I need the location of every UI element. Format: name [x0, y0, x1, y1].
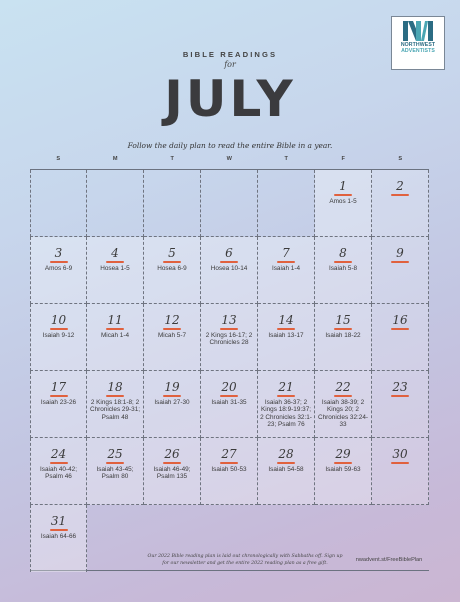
- day-underline: [220, 462, 238, 464]
- calendar-day-cell: [87, 438, 144, 505]
- day-number: 13: [221, 313, 237, 327]
- day-reading: 2 Kings 18:1-8; 2 Chronicles 29-31; Psalm 48: [89, 399, 141, 421]
- logo-line-1: NORTHWEST: [400, 42, 436, 48]
- day-number: 30: [392, 447, 408, 461]
- weekday-sunday: S: [56, 156, 61, 162]
- calendar-day-cell: [144, 371, 201, 438]
- day-reading: Hosea 6-9: [157, 265, 187, 272]
- day-underline: [334, 194, 352, 196]
- day-reading: Amos 6-9: [44, 265, 73, 272]
- footer-note: Our 2022 Bible reading plan is laid out chronologically with Sabbaths off. Sign up for our newsletter and get the entire 2022 reading plan as a free gift.: [147, 554, 343, 566]
- weekday-wednesday: W: [226, 156, 233, 162]
- calendar-day-cell: [372, 237, 429, 304]
- day-underline: [220, 395, 238, 397]
- calendar-day-cell: [315, 371, 372, 438]
- day-reading: Isaiah 5-8: [328, 265, 358, 272]
- day-reading: Isaiah 38-39; 2 Kings 20; 2 Chronicles 32:24-33: [317, 399, 369, 429]
- day-reading: Micah 5-7: [157, 332, 187, 339]
- day-underline: [391, 462, 409, 464]
- calendar-day-cell: [144, 304, 201, 371]
- day-number: 18: [107, 380, 123, 394]
- day-number: 1: [339, 179, 347, 193]
- day-underline: [277, 462, 295, 464]
- day-underline: [50, 328, 68, 330]
- day-number: 17: [50, 380, 67, 394]
- day-underline: [391, 261, 409, 263]
- day-underline: [106, 261, 124, 263]
- day-reading: Isaiah 46-49; Psalm 135: [153, 466, 191, 481]
- day-underline: [163, 261, 181, 263]
- empty-calendar-cell: [30, 170, 87, 237]
- day-underline: [277, 328, 295, 330]
- day-underline: [163, 328, 181, 330]
- day-reading: Isaiah 31-35: [211, 399, 247, 406]
- day-number: 28: [278, 447, 294, 461]
- calendar-day-cell: [315, 304, 372, 371]
- day-reading: Isaiah 13-17: [268, 332, 304, 339]
- plan-subtitle: Follow the daily plan to read the entire Bible in a year.: [127, 141, 333, 150]
- header-kicker: BIBLE READINGS: [182, 50, 278, 59]
- day-underline: [334, 261, 352, 263]
- day-number: 5: [168, 246, 176, 260]
- day-underline: [50, 462, 68, 464]
- day-underline: [50, 395, 68, 397]
- footer-link[interactable]: nwadvent.st/FreeBiblePlan: [355, 557, 423, 563]
- weekday-tuesday: T: [170, 156, 175, 162]
- day-reading: Micah 1-4: [100, 332, 130, 339]
- calendar-day-cell: [30, 371, 87, 438]
- calendar-day-cell: [87, 371, 144, 438]
- day-reading: Isaiah 40-42; Psalm 46: [40, 466, 77, 481]
- weekday-header: [30, 156, 429, 166]
- day-number: 8: [339, 246, 347, 260]
- day-number: 2: [396, 179, 404, 193]
- day-underline: [391, 328, 409, 330]
- day-number: 20: [221, 380, 237, 394]
- day-number: 25: [107, 447, 123, 461]
- calendar-day-cell: [30, 304, 87, 371]
- day-number: 29: [335, 447, 351, 461]
- month-title: JULY: [164, 70, 296, 128]
- calendar-day-cell: [87, 304, 144, 371]
- day-underline: [106, 462, 124, 464]
- calendar-day-cell: [372, 304, 429, 371]
- day-number: 22: [335, 380, 351, 394]
- day-reading: Isaiah 1-4: [271, 265, 301, 272]
- day-reading: Isaiah 59-63: [325, 466, 361, 473]
- day-reading: Isaiah 50-53: [211, 466, 247, 473]
- calendar-day-cell: [30, 237, 87, 304]
- calendar-grid: [30, 169, 429, 571]
- day-reading: Hosea 10-14: [210, 265, 248, 272]
- calendar-day-cell: [144, 438, 201, 505]
- day-number: 24: [50, 447, 67, 461]
- header-for: for: [224, 60, 236, 69]
- day-underline: [334, 328, 352, 330]
- day-number: 11: [107, 313, 123, 327]
- day-number: 19: [164, 380, 180, 394]
- calendar-day-cell: [372, 438, 429, 505]
- calendar-day-cell: [30, 438, 87, 505]
- day-underline: [220, 328, 238, 330]
- day-underline: [50, 529, 68, 531]
- calendar-day-cell: [315, 237, 372, 304]
- day-number: 31: [50, 514, 67, 528]
- day-underline: [50, 261, 68, 263]
- day-underline: [391, 194, 409, 196]
- empty-calendar-cell: [144, 170, 201, 237]
- calendar-day-cell: [372, 371, 429, 438]
- calendar-day-cell: [258, 371, 315, 438]
- day-underline: [106, 395, 124, 397]
- weekday-saturday: S: [398, 156, 403, 162]
- calendar-day-cell: [315, 438, 372, 505]
- day-number: 3: [54, 246, 63, 260]
- day-underline: [106, 328, 124, 330]
- calendar-day-cell: [258, 438, 315, 505]
- day-reading: 2 Kings 16-17; 2 Chronicles 28: [205, 332, 253, 347]
- calendar-day-cell: [258, 237, 315, 304]
- day-number: 16: [392, 313, 408, 327]
- day-reading: Isaiah 27-30: [154, 399, 190, 406]
- day-reading: Isaiah 54-58: [268, 466, 304, 473]
- day-reading: Hosea 1-5: [100, 265, 130, 272]
- calendar-day-cell: [201, 371, 258, 438]
- day-reading: Amos 1-5: [329, 198, 357, 205]
- weekday-thursday: T: [284, 156, 289, 162]
- calendar-day-cell: [201, 237, 258, 304]
- calendar-day-cell: [30, 505, 87, 572]
- day-underline: [163, 462, 181, 464]
- day-number: 12: [164, 313, 180, 327]
- day-reading: Isaiah 9-12: [42, 332, 75, 339]
- calendar-day-cell: [372, 170, 429, 237]
- calendar-day-cell: [87, 237, 144, 304]
- nw-logo-icon: [403, 21, 433, 41]
- logo-line-2: ADVENTISTS: [401, 47, 435, 54]
- day-underline: [334, 462, 352, 464]
- calendar-day-cell: [315, 170, 372, 237]
- day-reading: Isaiah 64-66: [40, 533, 77, 540]
- day-number: 9: [396, 246, 404, 260]
- day-number: 14: [278, 313, 294, 327]
- empty-calendar-cell: [201, 170, 258, 237]
- day-number: 4: [111, 246, 119, 260]
- weekday-friday: F: [341, 156, 346, 162]
- day-number: 10: [50, 313, 67, 327]
- empty-calendar-cell: [87, 170, 144, 237]
- day-number: 23: [392, 380, 408, 394]
- day-underline: [277, 395, 295, 397]
- day-underline: [277, 261, 295, 263]
- day-number: 7: [282, 246, 290, 260]
- day-number: 27: [221, 447, 237, 461]
- day-reading: Isaiah 18-22: [325, 332, 361, 339]
- calendar-day-cell: [144, 237, 201, 304]
- calendar-day-cell: [201, 304, 258, 371]
- day-number: 21: [278, 380, 294, 394]
- day-number: 6: [225, 246, 233, 260]
- day-underline: [220, 261, 238, 263]
- day-reading: Isaiah 36-37; 2 Kings 18:9-19:37; 2 Chronicles 32:1-23; Psalm 76: [260, 399, 312, 429]
- day-reading: Isaiah 43-45; Psalm 80: [96, 466, 134, 481]
- day-underline: [163, 395, 181, 397]
- calendar-day-cell: [258, 304, 315, 371]
- calendar-day-cell: [201, 438, 258, 505]
- day-number: 15: [335, 313, 351, 327]
- day-underline: [391, 395, 409, 397]
- weekday-monday: M: [112, 156, 119, 162]
- day-number: 26: [164, 447, 180, 461]
- day-underline: [334, 395, 352, 397]
- day-reading: Isaiah 23-26: [40, 399, 77, 406]
- empty-calendar-cell: [258, 170, 315, 237]
